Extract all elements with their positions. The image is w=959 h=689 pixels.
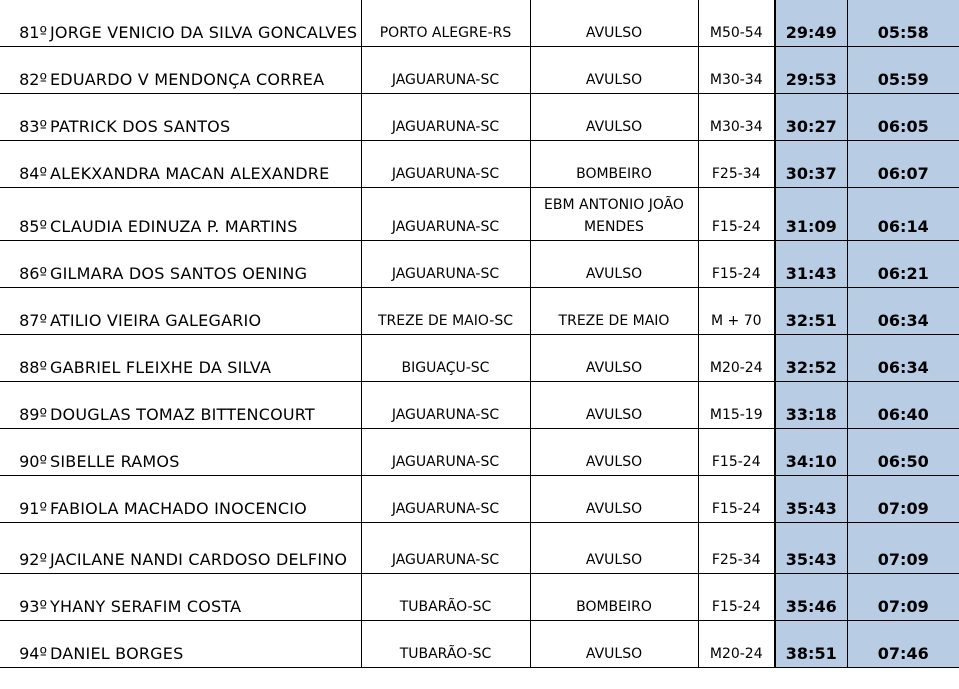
- pace-cell: 06:14: [847, 188, 959, 241]
- position-cell: 93º: [0, 574, 48, 621]
- position-cell: 94º: [0, 621, 48, 668]
- category-cell: M50-54: [698, 0, 775, 47]
- athlete-name-cell: ATILIO VIEIRA GALEGARIO: [48, 288, 361, 335]
- team-cell: BOMBEIRO: [530, 574, 698, 621]
- team-cell: EBM ANTONIO JOÃO MENDES: [530, 188, 698, 241]
- pace-cell: 05:58: [847, 0, 959, 47]
- pace-cell: 07:09: [847, 476, 959, 523]
- team-cell: AVULSO: [530, 429, 698, 476]
- city-cell: PORTO ALEGRE-RS: [361, 0, 530, 47]
- table-row: [0, 288, 959, 335]
- team-cell: BOMBEIRO: [530, 141, 698, 188]
- category-cell: F25-34: [698, 523, 775, 574]
- category-cell: M20-24: [698, 621, 775, 668]
- city-cell: JAGUARUNA-SC: [361, 94, 530, 141]
- position-cell: 86º: [0, 241, 48, 288]
- team-cell: AVULSO: [530, 335, 698, 382]
- table-row: [0, 523, 959, 574]
- time-cell: 30:27: [775, 94, 847, 141]
- category-cell: F15-24: [698, 476, 775, 523]
- time-cell: 34:10: [775, 429, 847, 476]
- time-cell: 38:51: [775, 621, 847, 668]
- pace-cell: 05:59: [847, 47, 959, 94]
- position-cell: 92º: [0, 523, 48, 574]
- city-cell: TUBARÃO-SC: [361, 621, 530, 668]
- city-cell: JAGUARUNA-SC: [361, 523, 530, 574]
- team-cell: AVULSO: [530, 241, 698, 288]
- table-row: [0, 188, 959, 241]
- time-cell: 32:52: [775, 335, 847, 382]
- time-cell: 31:09: [775, 188, 847, 241]
- time-cell: 35:43: [775, 476, 847, 523]
- position-cell: 88º: [0, 335, 48, 382]
- pace-cell: 07:09: [847, 574, 959, 621]
- category-cell: F15-24: [698, 574, 775, 621]
- athlete-name-cell: GABRIEL FLEIXHE DA SILVA: [48, 335, 361, 382]
- table-row: [0, 94, 959, 141]
- athlete-name-cell: FABIOLA MACHADO INOCENCIO: [48, 476, 361, 523]
- athlete-name-cell: DOUGLAS TOMAZ BITTENCOURT: [48, 382, 361, 429]
- time-cell: 30:37: [775, 141, 847, 188]
- city-cell: JAGUARUNA-SC: [361, 188, 530, 241]
- pace-cell: 07:09: [847, 523, 959, 574]
- table-row: [0, 335, 959, 382]
- position-cell: 90º: [0, 429, 48, 476]
- athlete-name-cell: EDUARDO V MENDONÇA CORREA: [48, 47, 361, 94]
- pace-cell: 07:46: [847, 621, 959, 668]
- team-cell: TREZE DE MAIO: [530, 288, 698, 335]
- athlete-name-cell: DANIEL BORGES: [48, 621, 361, 668]
- athlete-name-cell: SIBELLE RAMOS: [48, 429, 361, 476]
- position-cell: 83º: [0, 94, 48, 141]
- pace-cell: 06:34: [847, 335, 959, 382]
- category-cell: M15-19: [698, 382, 775, 429]
- position-cell: 82º: [0, 47, 48, 94]
- team-cell: AVULSO: [530, 523, 698, 574]
- table-row: [0, 476, 959, 523]
- table-row: [0, 574, 959, 621]
- city-cell: BIGUAÇU-SC: [361, 335, 530, 382]
- table-row: [0, 0, 959, 47]
- category-cell: M30-34: [698, 94, 775, 141]
- position-cell: 87º: [0, 288, 48, 335]
- table-row: [0, 141, 959, 188]
- pace-cell: 06:07: [847, 141, 959, 188]
- time-cell: 33:18: [775, 382, 847, 429]
- category-cell: M30-34: [698, 47, 775, 94]
- time-cell: 29:49: [775, 0, 847, 47]
- pace-cell: 06:21: [847, 241, 959, 288]
- athlete-name-cell: CLAUDIA EDINUZA P. MARTINS: [48, 188, 361, 241]
- category-cell: F15-24: [698, 241, 775, 288]
- table-row: [0, 47, 959, 94]
- position-cell: 81º: [0, 0, 48, 47]
- category-cell: F15-24: [698, 188, 775, 241]
- athlete-name-cell: ALEKXANDRA MACAN ALEXANDRE: [48, 141, 361, 188]
- city-cell: TUBARÃO-SC: [361, 574, 530, 621]
- time-cell: 32:51: [775, 288, 847, 335]
- city-cell: JAGUARUNA-SC: [361, 429, 530, 476]
- team-cell: AVULSO: [530, 47, 698, 94]
- pace-cell: 06:50: [847, 429, 959, 476]
- category-cell: M + 70: [698, 288, 775, 335]
- city-cell: JAGUARUNA-SC: [361, 476, 530, 523]
- city-cell: JAGUARUNA-SC: [361, 141, 530, 188]
- team-cell: AVULSO: [530, 0, 698, 47]
- table-row: [0, 382, 959, 429]
- time-cell: 29:53: [775, 47, 847, 94]
- team-cell: AVULSO: [530, 476, 698, 523]
- table-row: [0, 621, 959, 668]
- position-cell: 91º: [0, 476, 48, 523]
- position-cell: 89º: [0, 382, 48, 429]
- athlete-name-cell: YHANY SERAFIM COSTA: [48, 574, 361, 621]
- athlete-name-cell: JORGE VENICIO DA SILVA GONCALVES: [48, 0, 361, 47]
- city-cell: JAGUARUNA-SC: [361, 382, 530, 429]
- category-cell: F15-24: [698, 429, 775, 476]
- position-cell: 85º: [0, 188, 48, 241]
- time-cell: 31:43: [775, 241, 847, 288]
- city-cell: TREZE DE MAIO-SC: [361, 288, 530, 335]
- time-cell: 35:43: [775, 523, 847, 574]
- team-cell: AVULSO: [530, 621, 698, 668]
- team-cell: AVULSO: [530, 94, 698, 141]
- position-cell: 84º: [0, 141, 48, 188]
- pace-cell: 06:34: [847, 288, 959, 335]
- pace-cell: 06:05: [847, 94, 959, 141]
- team-cell: AVULSO: [530, 382, 698, 429]
- athlete-name-cell: JACILANE NANDI CARDOSO DELFINO: [48, 523, 361, 574]
- city-cell: JAGUARUNA-SC: [361, 241, 530, 288]
- pace-cell: 06:40: [847, 382, 959, 429]
- city-cell: JAGUARUNA-SC: [361, 47, 530, 94]
- athlete-name-cell: GILMARA DOS SANTOS OENING: [48, 241, 361, 288]
- table-row: [0, 241, 959, 288]
- category-cell: F25-34: [698, 141, 775, 188]
- table-row: [0, 429, 959, 476]
- athlete-name-cell: PATRICK DOS SANTOS: [48, 94, 361, 141]
- category-cell: M20-24: [698, 335, 775, 382]
- time-cell: 35:46: [775, 574, 847, 621]
